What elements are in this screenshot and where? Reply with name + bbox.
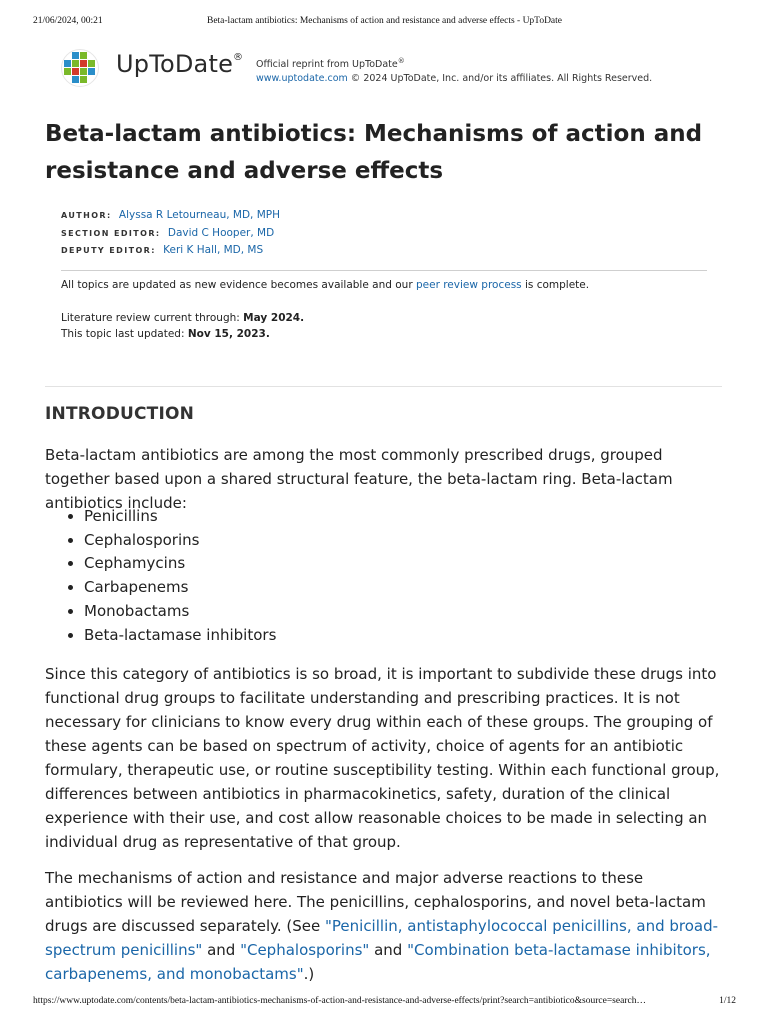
print-url: https://www.uptodate.com/contents/beta-lactam-antibiotics-mechanisms-of-action-and-resistance-and-adverse-effects/print?search=antibiotico&source=search… bbox=[33, 996, 646, 1006]
review-dates bbox=[61, 310, 304, 342]
article-title: Beta-lactam antibiotics: Mechanisms of action and resistance and adverse effects bbox=[45, 121, 703, 184]
print-page-title: Beta-lactam antibiotics: Mechanisms of action and resistance and adverse effects - UpToDate bbox=[206, 16, 562, 26]
print-header bbox=[33, 16, 736, 30]
deputy-editor-link[interactable]: Keri K Hall, MD, MS bbox=[163, 244, 264, 256]
update-note: All topics are updated as new evidence becomes available and our peer review process is complete. bbox=[61, 279, 590, 291]
contributor-section-editor bbox=[61, 225, 280, 243]
contributors-block bbox=[61, 207, 280, 260]
page-number: 1/12 bbox=[719, 996, 736, 1006]
last-updated-date: This topic last updated: Nov 15, 2023. bbox=[61, 328, 270, 340]
literature-review-date: Literature review current through: May 2024. bbox=[61, 312, 305, 324]
cephalosporins-topic-link[interactable]: "Cephalosporins" bbox=[240, 941, 370, 959]
list-item: • Beta-lactamase inhibitors bbox=[84, 624, 276, 648]
intro-paragraph: Beta-lactam antibiotics are among the most commonly prescribed drugs, grouped together based upon a shared structural feature, the beta-lactam ring. Beta-lactam antibiotics include: bbox=[45, 446, 673, 512]
divider bbox=[61, 270, 707, 271]
brand-wordmark: UpToDate® bbox=[116, 50, 244, 78]
grouping-paragraph: Since this category of antibiotics is so broad, it is important to subdivide these drugs into functional drug groups to facilitate understanding and prescribing practices. It is not necessary for clinicians to know every drug within each of these groups. The grouping of these agents can be based on spectrum of activity, choice of agents for an antibiotic formulary, therapeutic use, or routine susceptibility testing. Within each functional group, differences between antibiotics in pharmacokinetics, safety, duration of the clinical experience with their use, and cost allow reasonable choices to be made in selecting an individual drug as representative of that group. bbox=[45, 665, 720, 851]
list-item: • Penicillins bbox=[84, 505, 276, 529]
section-editor-link[interactable]: David C Hooper, MD bbox=[167, 226, 275, 239]
divider bbox=[45, 386, 722, 387]
reprint-label: Official reprint from UpToDate bbox=[256, 59, 398, 71]
uptodate-logo-icon bbox=[60, 48, 100, 88]
print-date: 21/06/2024, 00:21 bbox=[33, 16, 103, 26]
print-footer bbox=[33, 996, 736, 1010]
list-item: • Cephamycins bbox=[84, 552, 276, 576]
contributor-role: SECTION EDITOR: bbox=[61, 228, 161, 238]
introduction-heading: INTRODUCTION bbox=[45, 404, 195, 424]
contributor-deputy-editor bbox=[61, 242, 280, 260]
list-item: • Carbapenems bbox=[84, 576, 276, 600]
contributor-role: DEPUTY EDITOR: bbox=[61, 246, 156, 255]
list-item: • Cephalosporins bbox=[84, 529, 276, 553]
penicillin-topic-link[interactable]: "Penicillin, antistaphylococcal penicillins, and broad-spectrum penicillins" bbox=[45, 917, 719, 959]
reprint-notice: Official reprint from UpToDate® www.uptodate.com © 2024 UpToDate, Inc. and/or its affiliates. All Rights Reserved. bbox=[256, 57, 653, 85]
peer-review-link[interactable]: peer review process bbox=[415, 279, 522, 291]
uptodate-site-link[interactable]: www.uptodate.com bbox=[256, 73, 348, 85]
copyright-text: © 2024 UpToDate, Inc. and/or its affiliates. All Rights Reserved. bbox=[347, 73, 653, 85]
antibiotic-class-list bbox=[67, 505, 276, 647]
combination-inhibitors-topic-link[interactable]: "Combination beta-lactamase inhibitors, carbapenems, and monobactams" bbox=[45, 941, 711, 983]
brand-header bbox=[60, 48, 720, 90]
scope-paragraph: The mechanisms of action and resistance and major adverse reactions to these antibiotics will be reviewed here. The penicillins, cephalosporins, and novel beta-lactam drugs are discussed separately. (See "Penicillin, antistaphylococcal penicillins, and broad-spectrum penicillins" and "Cephalosporins" and "Combination beta-lactamase inhibitors, carbapenems, and monobactams".) bbox=[45, 869, 719, 983]
list-item: • Monobactams bbox=[84, 600, 276, 624]
author-link[interactable]: Alyssa R Letourneau, MD, MPH bbox=[118, 209, 281, 221]
contributor-role: AUTHOR: bbox=[61, 211, 112, 220]
contributor-author bbox=[61, 207, 280, 225]
